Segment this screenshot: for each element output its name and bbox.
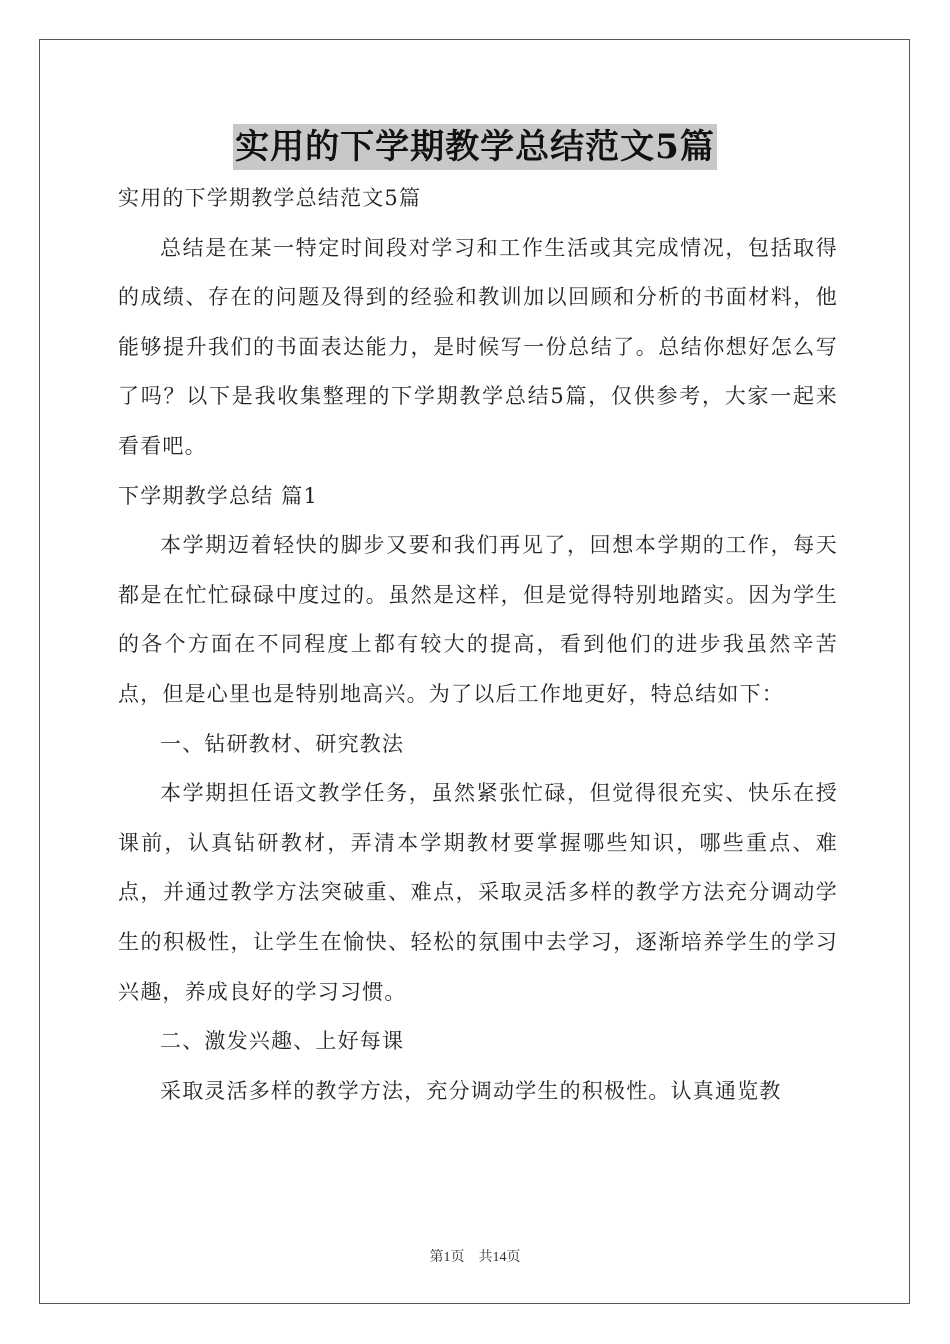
document-body [118, 174, 838, 1116]
page-total: 共14页 [478, 1250, 521, 1265]
section-heading: 下学期教学总结 篇1 [118, 483, 319, 508]
subsection-heading: 一、钻研教材、研究教法 [160, 731, 405, 756]
subsection-heading: 二、激发兴趣、上好每课 [160, 1029, 405, 1054]
paragraph-subtitle: 实用的下学期教学总结范文5篇 [118, 186, 422, 210]
paragraph: 采取灵活多样的教学方法，充分调动学生的积极性。认真通览教 [160, 1078, 782, 1103]
paragraph: 本学期担任语文教学任务，虽然紧张忙碌，但觉得很充实、快乐在授课前，认真钻研教材，弄清本学期教材要掌握哪些知识，哪些重点、难点，并通过教学方法突破重、难点，采取灵活多样的教学方法充分调动学生的积极性，让学生在愉快、轻松的氛围中去学习，逐渐培养学生的学习兴趣，养成良好的学习习惯。 [118, 781, 838, 1004]
paragraph: 本学期迈着轻快的脚步又要和我们再见了，回想本学期的工作，每天都是在忙忙碌碌中度过的。虽然是这样，但是觉得特别地踏实。因为学生的各个方面在不同程度上都有较大的提高，看到他们的进步我虽然辛苦点，但是心里也是特别地高兴。为了以后工作地更好，特总结如下： [118, 533, 838, 706]
page-number: 第1页 [429, 1250, 465, 1265]
document-title: 实用的下学期教学总结范文5篇 [233, 124, 717, 170]
page-footer [0, 1246, 950, 1266]
paragraph-intro: 总结是在某一特定时间段对学习和工作生活或其完成情况，包括取得的成绩、存在的问题及得到的经验和教训加以回顾和分析的书面材料，他能够提升我们的书面表达能力，是时候写一份总结了。总结你想好怎么写了吗？以下是我收集整理的下学期教学总结5篇，仅供参考，大家一起来看看吧。 [118, 235, 838, 458]
title-container [0, 124, 950, 170]
